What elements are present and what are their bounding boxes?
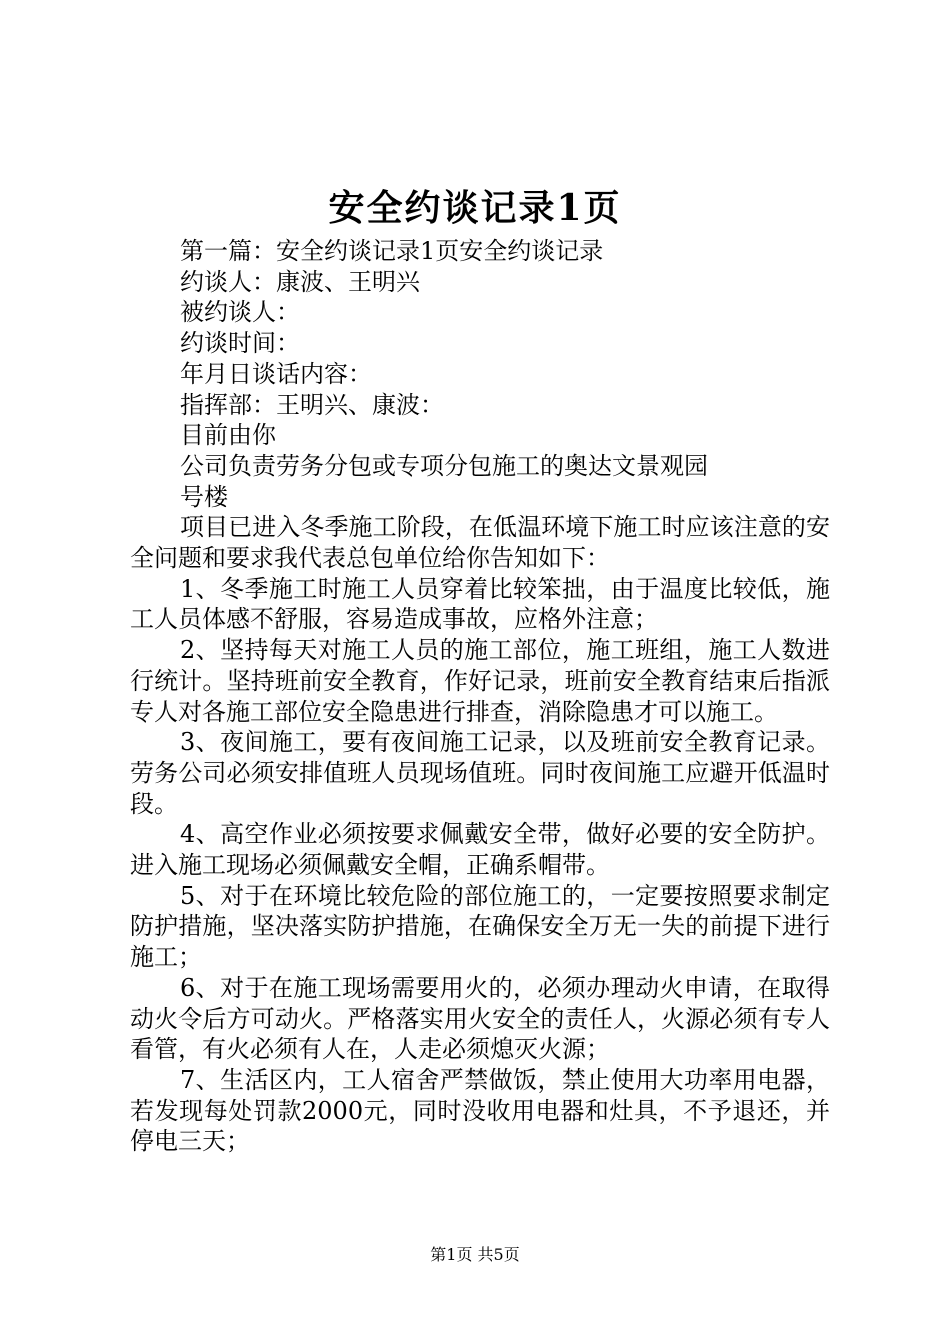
paragraph-item-7: 7、生活区内，工人宿舍严禁做饭，禁止使用大功率用电器，若发现每处罚款2000元，同时没收用电器和灶具，不予退还，并停电三天； <box>130 1065 830 1156</box>
header-line-command: 指挥部：王明兴、康波： <box>180 390 444 419</box>
header-line-current: 目前由你 <box>180 421 276 450</box>
paragraph-item-2: 2、坚持每天对施工人员的施工部位，施工班组，施工人数进行统计。坚持班前安全教育，作好记录，班前安全教育结束后指派专人对各施工部位安全隐患进行排查，消除隐患才可以施工。 <box>130 636 830 726</box>
paragraph-intro: 项目已进入冬季施工阶段，在低温环境下施工时应该注意的安全问题和要求我代表总包单位给你告知如下： <box>130 513 830 573</box>
header-line-building: 号楼 <box>180 482 228 511</box>
header-line-source: 第一篇：安全约谈记录1页安全约谈记录 <box>180 237 604 265</box>
header-line-date-content: 年月日谈话内容： <box>180 359 372 388</box>
header-line-company: 公司负责劳务分包或专项分包施工的奥达文景观园 <box>180 451 708 480</box>
paragraph-item-4: 4、高空作业必须按要求佩戴安全带，做好必要的安全防护。进入施工现场必须佩戴安全帽，正确系帽带。 <box>130 820 830 880</box>
paragraph-item-6: 6、对于在施工现场需要用火的，必须办理动火申请，在取得动火令后方可动火。严格落实用火安全的责任人，火源必须有专人看管，有火必须有人在，人走必须熄灭火源； <box>130 973 830 1064</box>
paragraph-item-5: 5、对于在环境比较危险的部位施工的，一定要按照要求制定防护措施，坚决落实防护措施，在确保安全万无一失的前提下进行施工； <box>130 881 830 972</box>
page-footer: 第1页 共5页 <box>430 1245 520 1264</box>
header-line-interviewee: 被约谈人： <box>180 298 300 327</box>
document-body <box>130 236 830 1157</box>
document-title: 安全约谈记录1页 <box>328 187 622 229</box>
paragraph-item-3: 3、夜间施工，要有夜间施工记录，以及班前安全教育记录。劳务公司必须安排值班人员现场值班。同时夜间施工应避开低温时段。 <box>130 728 830 818</box>
paragraph-item-1: 1、冬季施工时施工人员穿着比较笨拙，由于温度比较低，施工人员体感不舒服，容易造成事故，应格外注意； <box>130 574 830 634</box>
header-line-interviewers: 约谈人：康波、王明兴 <box>180 267 420 296</box>
header-line-time: 约谈时间： <box>180 329 300 358</box>
